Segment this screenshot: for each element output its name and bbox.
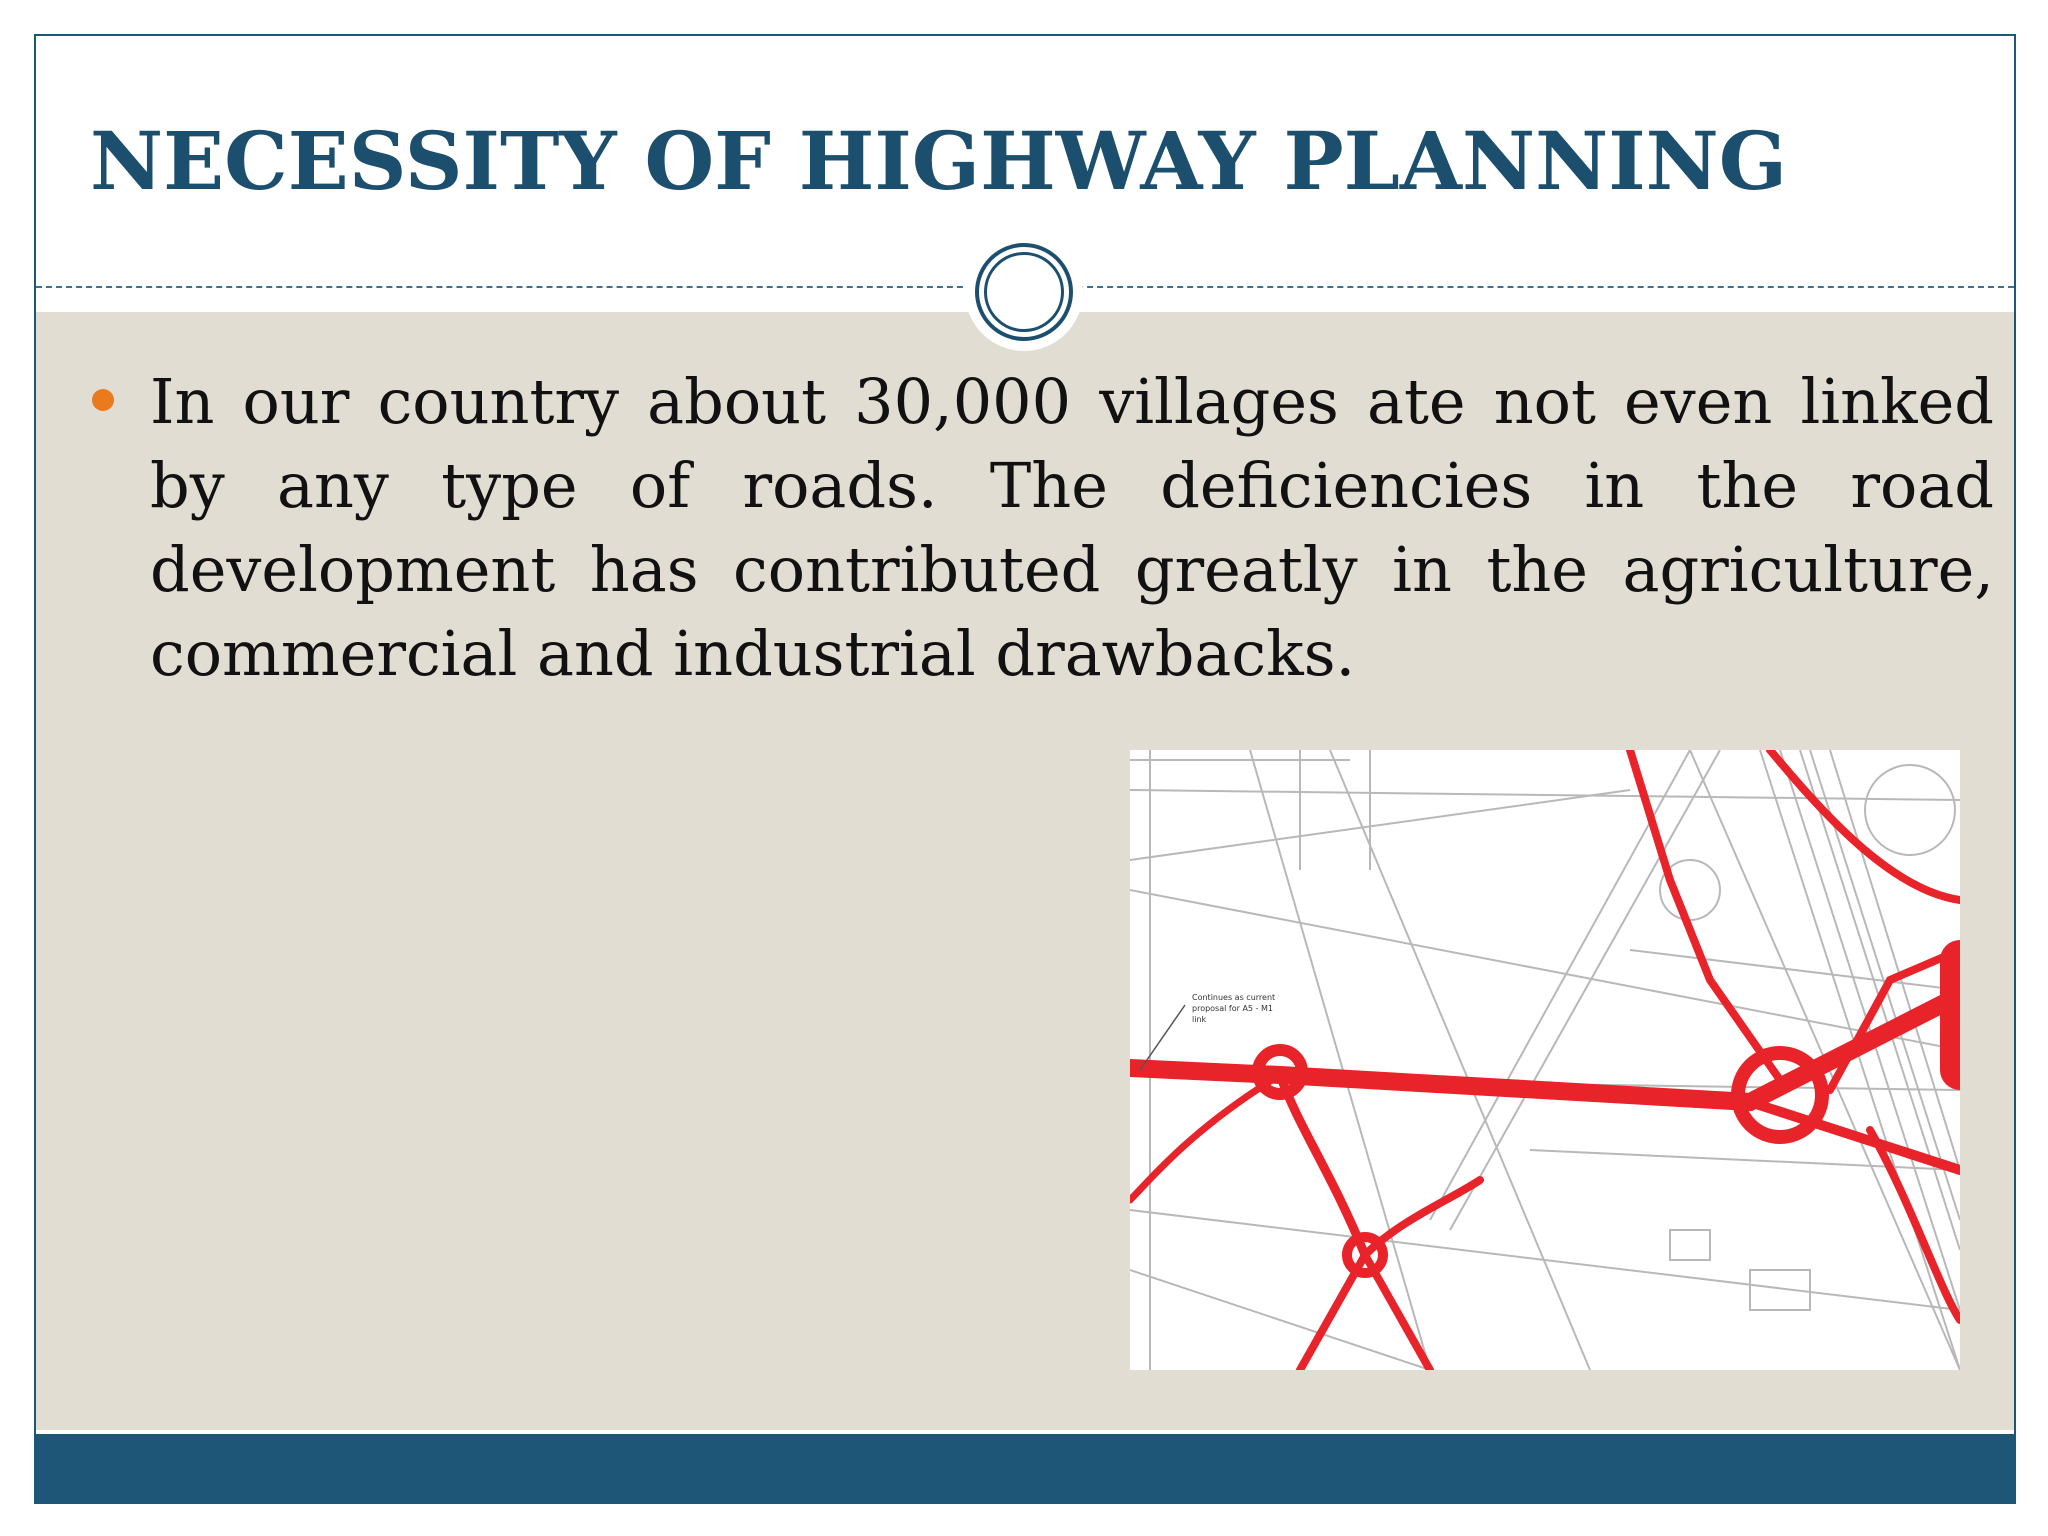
ornament-inner-ring bbox=[984, 252, 1064, 332]
highway-plan-image bbox=[1130, 750, 1960, 1370]
slide bbox=[34, 34, 2016, 1504]
ornament-outer-ring bbox=[975, 243, 1073, 341]
map-annotation bbox=[1192, 993, 1275, 1024]
slide-title: NECESSITY OF HIGHWAY PLANNING bbox=[90, 114, 1788, 208]
map-annotation-line3: link bbox=[1192, 1015, 1207, 1024]
bullet-dot-icon bbox=[92, 389, 114, 411]
footer-bar bbox=[36, 1434, 2014, 1504]
highway-plan-drawing bbox=[1130, 750, 1960, 1370]
map-annotation-line2: proposal for A5 - M1 bbox=[1192, 1004, 1273, 1013]
bullet-text: In our country about 30,000 villages ate not even linked by any type of roads. The deficiencies in the road development has contributed greatly in the agriculture, commercial and industrial drawbacks. bbox=[150, 365, 1994, 690]
circle-ornament-icon bbox=[965, 233, 1083, 351]
map-annotation-line1: Continues as current bbox=[1192, 993, 1276, 1002]
annotation-leader bbox=[1140, 1005, 1185, 1070]
